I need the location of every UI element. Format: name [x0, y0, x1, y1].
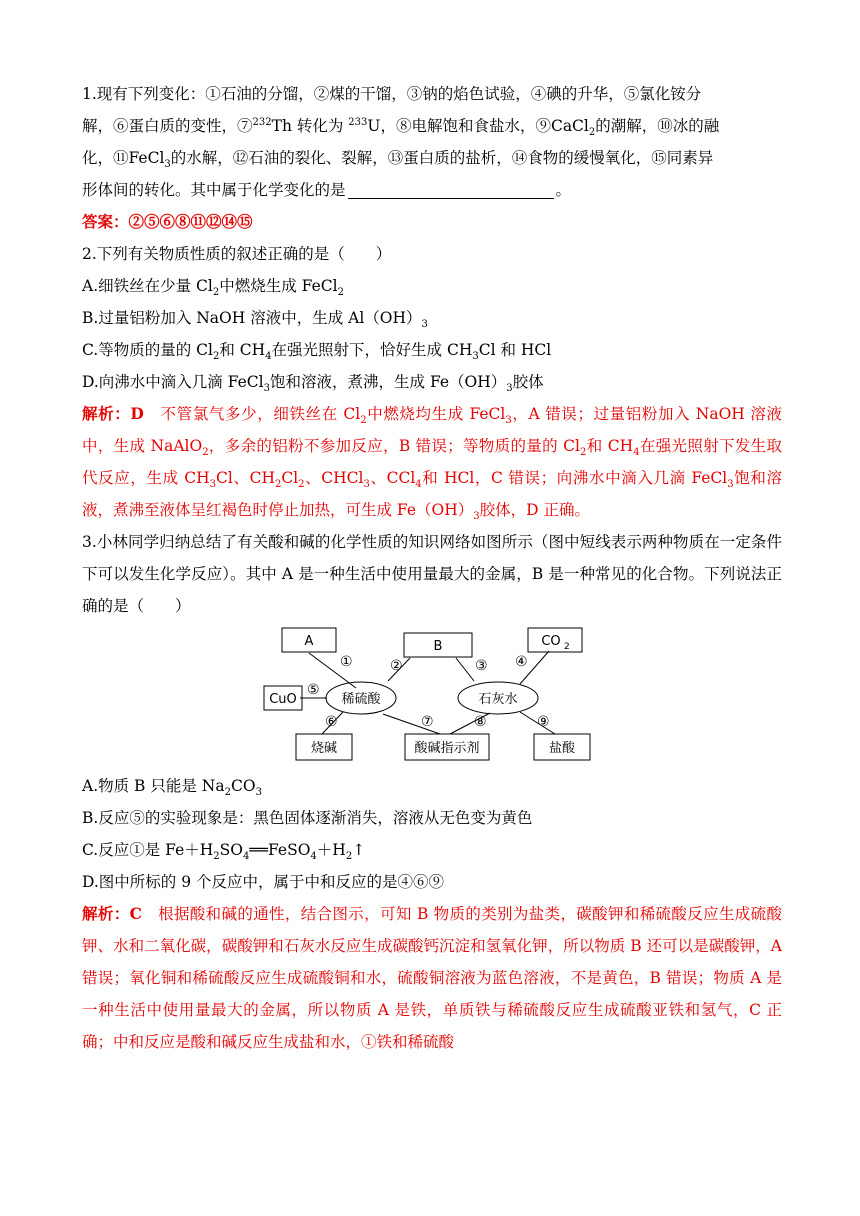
num-1: ① [340, 654, 353, 670]
label-hcl: 盐酸 [548, 741, 576, 756]
label-acid: 稀硫酸 [341, 692, 381, 707]
q2-option-d: D.向沸水中滴入几滴 FeCl$_3$饱和溶液，煮沸，生成 $Fe(OH)_3$胶体 [82, 373, 544, 395]
q1-line-4: 形体间的转化。其中属于化学变化的是 。 [82, 181, 572, 199]
q1-line-1: 1.现有下列变化：①石油的分馏，②煤的干馏，③钠的焰色试验，④碘的升华，⑤氯化铵分 [82, 85, 702, 103]
label-co2-sub: 2 [564, 642, 570, 652]
q3-option-b: B.反应⑤的实验现象是：黑色固体逐渐消失，溶液从无色变为黄色 [82, 809, 533, 827]
q1-line-3: 化，⑪FeCl$_3$的水解，⑫石油的裂化、裂解，⑬蛋白质的盐析，⑭食物的缓慢氧化，⑮同素异 [82, 149, 714, 171]
label-lime: 石灰水 [478, 692, 518, 707]
q1-answer: 答案：②⑤⑥⑧⑪⑫⑭⑮ [82, 212, 253, 231]
num-4: ④ [515, 654, 528, 670]
num-6: ⑥ [325, 714, 338, 730]
label-b: B [433, 639, 443, 654]
q2-option-a: A.细铁丝在少量 $Cl_2$中燃烧生成 FeCl$_2$ [82, 277, 344, 299]
num-9: ⑨ [537, 714, 550, 730]
num-7: ⑦ [421, 714, 434, 730]
num-2: ② [390, 658, 403, 674]
num-3: ③ [475, 658, 488, 674]
label-a: A [304, 634, 314, 649]
label-co2: CO [541, 634, 561, 649]
q1-line-2: 解，⑥蛋白质的变性，⑦$^{232}$Th 转化为 $^{233}$U，⑧电解饱和食盐水，⑨CaCl$_2$的潮解，⑩冰的融 [82, 116, 720, 139]
line-3 [456, 658, 474, 681]
q3-option-c: C.反应①是 $Fe+H_2SO_4══FeSO_4+H_2↑$ [82, 841, 366, 863]
q3-option-d: D.图中所标的 9 个反应中，属于中和反应的是④⑥⑨ [82, 873, 445, 891]
q2-stem: 2.下列有关物质性质的叙述正确的是（ ） [82, 245, 392, 263]
q3-stem: 3.小林同学归纳总结了有关酸和碱的化学性质的知识网络如图所示（图中短线表示两种物质在一定条件下可以发生化学反应）。其中 A 是一种生活中使用量最大的金属，B 是一种常见的化合物。下列说法正确的是（ ） [82, 533, 782, 615]
label-cuo: CuO [269, 692, 297, 707]
acid-base-network-diagram [0, 626, 860, 766]
num-5: ⑤ [307, 682, 320, 698]
label-indicator: 酸碱指示剂 [414, 741, 480, 756]
q3-explanation: 解析：C 根据酸和碱的通性，结合图示，可知 B 物质的类别为盐类，碳酸钾和稀硫酸反应生成硫酸钾、水和二氧化碳，碳酸钾和石灰水反应生成碳酸钙沉淀和氢氧化钾，所以物质 B 还可以是碳酸钾，A 错误；氧化铜和稀硫酸反应生成硫酸铜和水，硫酸铜溶液为蓝色溶液，不是黄色，B 错误；物质 A 是一种生活中使用量最大的金属，所以物质 A 是铁，单质铁与稀硫酸反应生成硫酸亚铁和氢气，C 正确；中和反应是酸和碱反应生成盐和水，①铁和稀硫酸 [82, 904, 782, 1051]
q2-option-b: B.过量铝粉加入 NaOH 溶液中，生成 $Al(OH)_3$ [82, 309, 428, 331]
q3-option-a: A.物质 B 只能是 $Na_2CO_3$ [82, 777, 262, 799]
q2-explanation: 解析：D 不管氯气多少，细铁丝在 $Cl_2$中燃烧均生成 FeCl$_3$，A 错误；过量铝粉加入 NaOH 溶液中，生成 NaAlO$_2$，多余的铝粉不参加反应，B 错误；等物质的量的 $Cl_2$和 $CH_4$在强光照射下发生取代反应，生成 $CH_3Cl$、$CH_2Cl_2$、CHCl$_3$、CCl$_4$和 HCl，C 错误；向沸水中滴入几滴 FeCl$_3$饱和溶液，煮沸至液体呈红褐色时停止加热，可生成 $Fe(OH)_3$胶体，D 正确。 [82, 404, 782, 523]
q2-option-c: C.等物质的量的 $Cl_2$和 $CH_4$在强光照射下，恰好生成 $CH_3Cl$ 和 HCl [82, 341, 552, 363]
worksheet-page [82, 78, 782, 1058]
num-8: ⑧ [474, 714, 487, 730]
answer-blank [348, 180, 554, 199]
label-base: 烧碱 [310, 741, 338, 756]
